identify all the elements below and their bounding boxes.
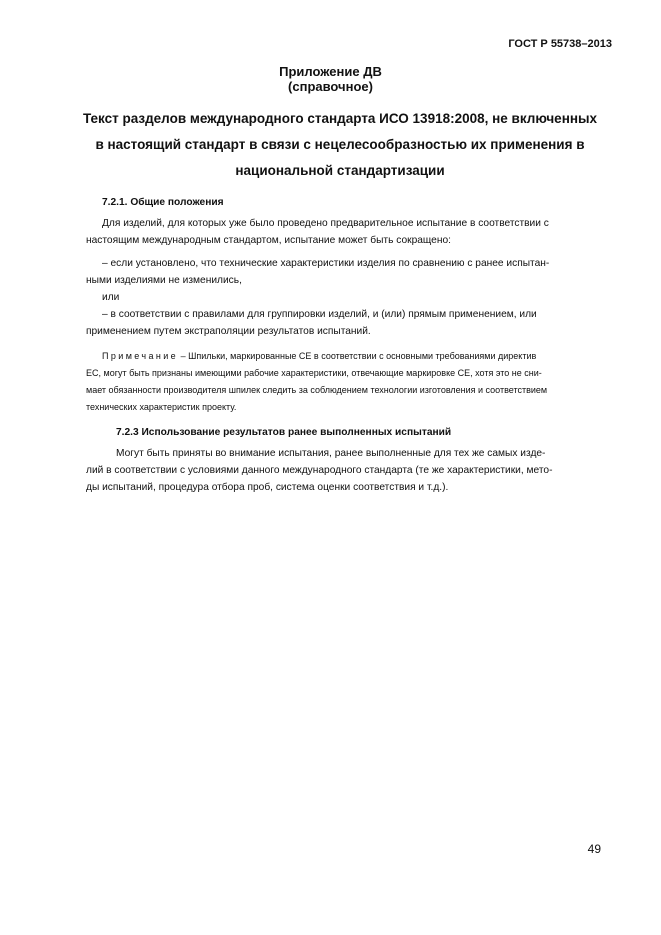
list-item	[86, 255, 596, 289]
appendix-title: Приложение ДВ	[279, 64, 382, 79]
title-line: национальной стандартизации	[235, 163, 445, 178]
text-line: – Шпильки, маркированные CE в соответствии с основными требованиями директив	[178, 351, 537, 361]
section-723-heading: 7.2.3 Использование результатов ранее выполненных испытаний	[116, 427, 452, 438]
text-line: ными изделиями не изменились,	[86, 275, 242, 286]
or-word: или	[102, 292, 120, 303]
title-line: в настоящий стандарт в связи с нецелесообразностью их применения в	[95, 137, 585, 152]
text-line: Для изделий, для которых уже было проведено предварительное испытание в соответствии с	[102, 218, 549, 229]
section-721-paragraph	[86, 215, 596, 249]
note-block	[86, 348, 596, 416]
text-line: технических характеристик проекту.	[86, 402, 237, 412]
document-body	[86, 194, 596, 496]
text-line: мает обязанности производителя шпилек следить за соблюдением технологии изготовления и соответствием	[86, 385, 548, 395]
appendix-subtitle: (справочное)	[288, 79, 373, 94]
standard-code: ГОСТ Р 55738–2013	[508, 38, 612, 50]
list-item	[86, 306, 596, 340]
note-label: Примечание	[102, 351, 179, 361]
text-line: – если установлено, что технические характеристики изделия по сравнению с ранее испытан-	[102, 258, 550, 269]
section-723-paragraph	[86, 445, 596, 496]
text-line: применением путем экстраполяции результатов испытаний.	[86, 326, 371, 337]
text-line: – в соответствии с правилами для группировки изделий, и (или) прямым применением, или	[102, 309, 537, 320]
section-721-heading: 7.2.1. Общие положения	[102, 197, 224, 208]
text-line: EC, могут быть признаны имеющими рабочие характеристики, отвечающие маркировке CE, хотя это не сни-	[86, 368, 542, 378]
appendix-heading	[0, 64, 661, 94]
text-line: настоящим международным стандартом, испытание может быть сокращено:	[86, 235, 451, 246]
text-line: ды испытаний, процедура отбора проб, система оценки соответствия и т.д.).	[86, 482, 449, 493]
page-number: 49	[587, 842, 601, 856]
text-line: Могут быть приняты во внимание испытания, ранее выполненные для тех же самых изде-	[116, 448, 546, 459]
document-title	[70, 106, 610, 184]
text-line: лий в соответствии с условиями данного международного стандарта (те же характеристики, мето-	[86, 465, 553, 476]
title-line: Текст разделов международного стандарта ИСО 13918:2008, не включенных	[82, 111, 598, 126]
